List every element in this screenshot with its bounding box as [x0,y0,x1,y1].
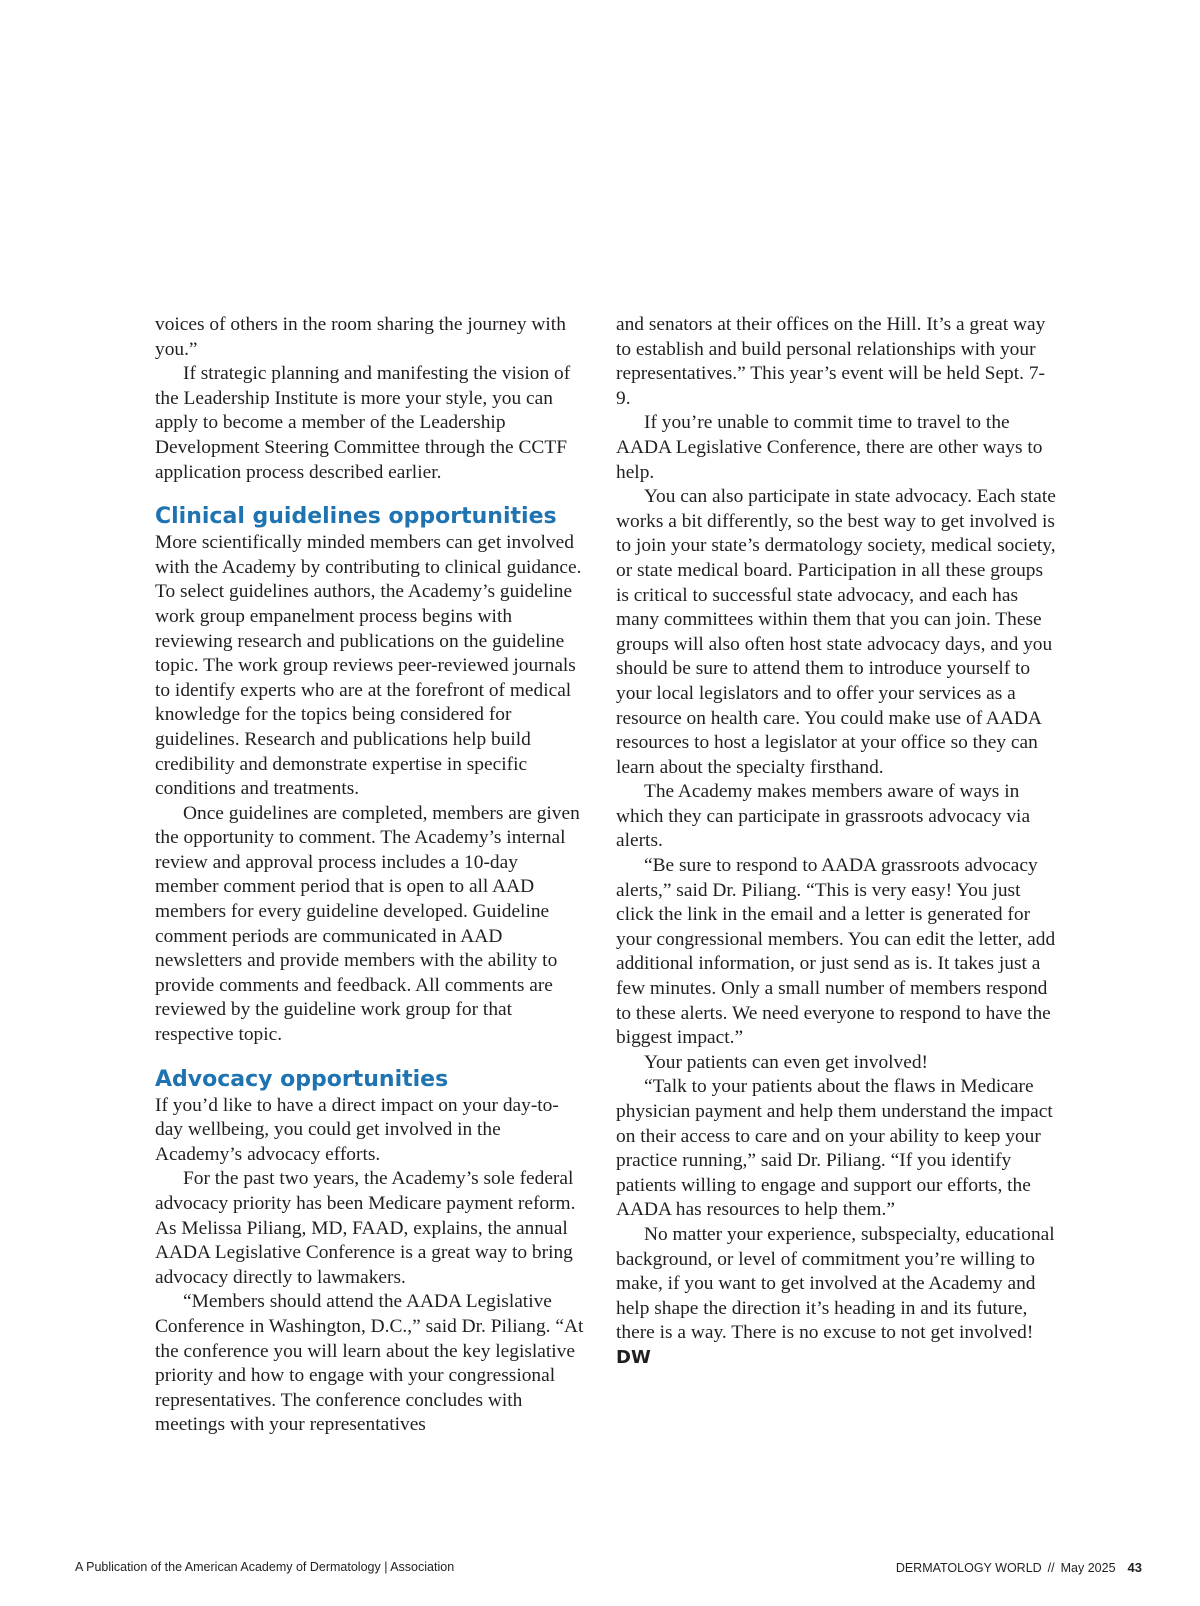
paragraph-text: and senators at their offices on the Hill. It’s a great way to establish and build personal relationships with your representatives.” This year’s event will be held Sept. 7-9. [616,314,1046,409]
paragraph-text: “Talk to your patients about the flaws in Medicare physician payment and help them understand the impact on their access to care and on your ability to keep your practice running,” said Dr. Piliang. “If you identify patients willing to engage and support our efforts, the AADA has resources to help them.” [616,1076,1053,1221]
paragraph [155,531,585,802]
article-end-mark: DW [616,1346,651,1368]
paragraph-text: No matter your experience, subspecialty, educational background, or level of commitment you’re willing to make, if you want to get involved at the Academy and help shape the direction it’s heading in and its future, there is a way. There is no excuse to not get involved! [616,1223,1055,1344]
paragraph-text: If you’d like to have a direct impact on your day-to-day wellbeing, you could get involved in the Academy’s advocacy efforts. [155,1094,559,1165]
paragraph [155,802,585,1048]
left-column [155,313,585,1438]
paragraph-text: Once guidelines are completed, members are given the opportunity to comment. The Academy’s internal review and approval process includes a 10-day member comment period that is open to all AAD members for every guideline developed. Guideline comment periods are communicated in AAD newsletters and provide members with the ability to provide comments and feedback. All comments are reviewed by the guideline work group for that respective topic. [155,802,580,1046]
paragraph-text: Your patients can even get involved! [644,1051,928,1073]
footer-issue-date: May 2025 [1060,1561,1116,1575]
paragraph [616,411,1056,485]
paragraph-text: More scientifically minded members can get involved with the Academy by contributing to clinical guidance. To select guidelines authors, the Academy’s guideline work group empanelment process begins with reviewing research and publications on the guideline topic. The work group reviews peer-reviewed journals to identify experts who are at the forefront of medical knowledge for the topics being considered for guidelines. Research and publications help build credibility and demonstrate expertise in specific conditions and treatments. [155,532,582,800]
paragraph-text: If strategic planning and manifesting the vision of the Leadership Institute is more your style, you can apply to become a member of the Leadership Development Steering Committee through the CCTF application process described earlier. [155,363,571,483]
paragraph-text: You can also participate in state advocacy. Each state works a bit differently, so the best way to get involved is to join your state’s dermatology society, medical society, or state medical board. Participation in all these groups is critical to successful state advocacy, and each has many committees within them that you can join. These groups will also often host state advocacy days, and you should be sure to attend them to introduce yourself to your local legislators and to offer your services as a resource on health care. You could make use of AADA resources to host a legislator at your office so they can learn about the specialty firsthand. [616,486,1056,778]
paragraph-text: “Be sure to respond to AADA grassroots advocacy alerts,” said Dr. Piliang. “This is very easy! You just click the link in the email and a letter is generated for your congressional members. You can edit the letter, add additional information, or just send as is. It takes just a few minutes. Only a small number of members respond to these alerts. We need everyone to respond to have the biggest impact.” [616,855,1056,1049]
footer-separator: // [1047,1561,1055,1575]
paragraph-text: The Academy makes members aware of ways in which they can participate in grassroots advocacy via alerts. [616,781,1031,852]
right-column [616,313,1056,1371]
paragraph-text: For the past two years, the Academy’s sole federal advocacy priority has been Medicare payment reform. As Melissa Piliang, MD, FAAD, explains, the annual AADA Legislative Conference is a great way to bring advocacy directly to lawmakers. [155,1168,576,1288]
footer-publication: A Publication of the American Academy of Dermatology | Association [75,1560,455,1574]
footer-issue-info [896,1560,1142,1575]
paragraph [616,1051,1056,1076]
paragraph [616,780,1056,854]
paragraph [616,1075,1056,1223]
paragraph-text: voices of others in the room sharing the journey with you.” [155,314,566,360]
footer-magazine-name: DERMATOLOGY WORLD [895,1561,1042,1575]
section-heading: Clinical guidelines opportunities [155,504,557,530]
paragraph-text: “Members should attend the AADA Legislative Conference in Washington, D.C.,” said Dr. Piliang. “At the conference you will learn about the key legislative priority and how to engage with your congressional representatives. The conference concludes with meetings with your representatives [155,1291,584,1436]
paragraph [155,313,585,362]
paragraph-text: If you’re unable to commit time to travel to the AADA Legislative Conference, there are other ways to help. [616,412,1043,483]
paragraph [616,313,1056,411]
paragraph [155,362,585,485]
paragraph [155,1094,585,1168]
paragraph [155,1290,585,1438]
paragraph [616,485,1056,780]
page-number: 43 [1127,1560,1142,1575]
paragraph [616,1223,1056,1371]
section-heading: Advocacy opportunities [155,1066,449,1092]
paragraph [616,854,1056,1051]
paragraph [155,1167,585,1290]
